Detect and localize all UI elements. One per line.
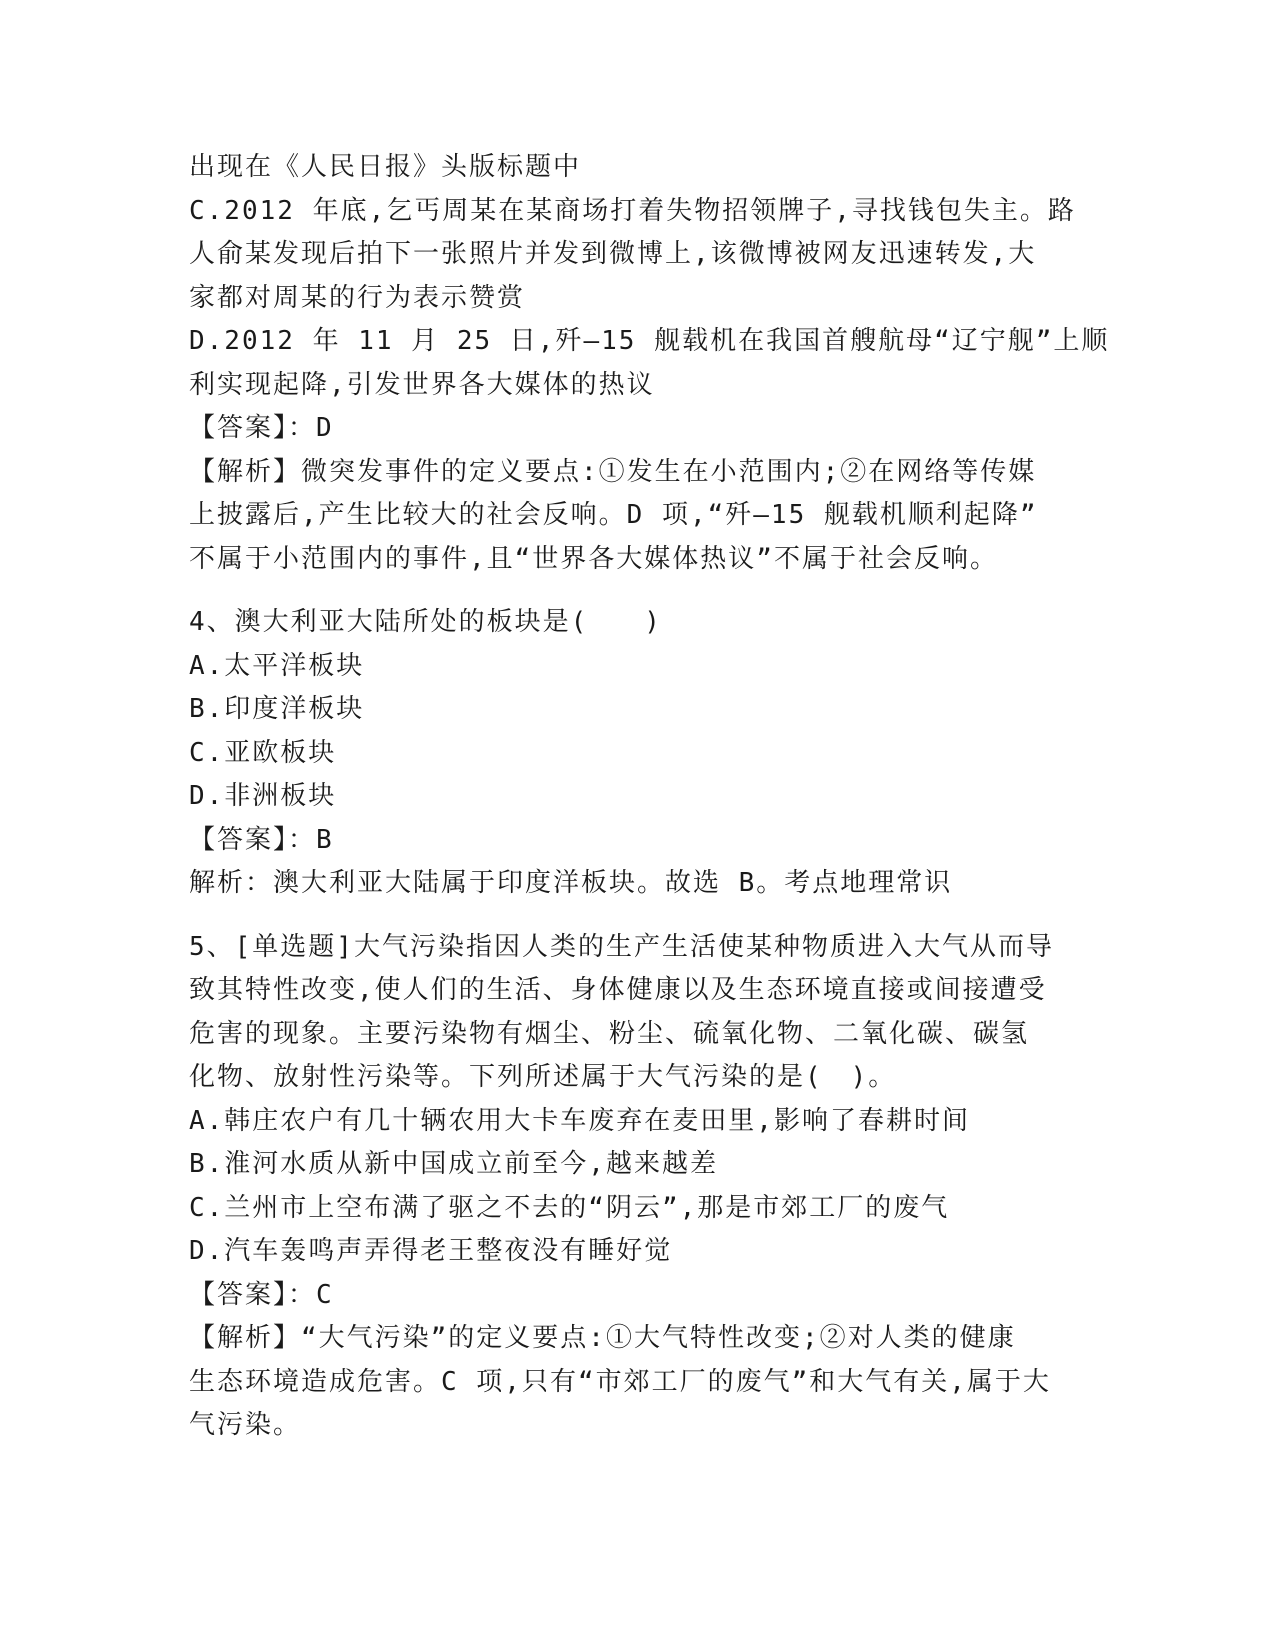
q5-stem-line-3: 危害的现象。主要污染物有烟尘、粉尘、硫氧化物、二氧化碳、碳氢 — [189, 1018, 1030, 1049]
section-spacer — [189, 906, 1089, 926]
q4-stem: 4、澳大利亚大陆所处的板块是( ) — [189, 607, 662, 637]
q3-option-c-line-3: 家都对周某的行为表示赞赏 — [189, 282, 526, 313]
q3-option-c-line-1: C.2012 年底,乞丐周某在某商场打着失物招领牌子,寻找钱包失主。路 — [189, 195, 1076, 226]
question-3-tail — [189, 146, 1110, 581]
q4-option-a: A.太平洋板块 — [189, 650, 365, 681]
q4-option-b: B.印度洋板块 — [189, 694, 365, 724]
document-body — [189, 146, 1110, 1448]
q3-line-1: 出现在《人民日报》头版标题中 — [189, 152, 582, 182]
question-5 — [189, 926, 1089, 1448]
q5-stem-line-2: 致其特性改变,使人们的生活、身体健康以及生态环境直接或间接遭受 — [189, 975, 1047, 1005]
q3-explanation-line-3: 不属于小范围内的事件,且“世界各大媒体热议”不属于社会反响。 — [189, 543, 998, 574]
q3-explanation-line-1: 【解析】微突发事件的定义要点:①发生在小范围内;②在网络等传媒 — [189, 456, 1037, 487]
q5-explanation-line-2: 生态环境造成危害。C 项,只有“市郊工厂的废气”和大气有关,属于大 — [189, 1366, 1051, 1397]
q4-option-c: C.亚欧板块 — [189, 737, 337, 768]
q5-answer: 【答案】：C — [189, 1279, 334, 1310]
q5-explanation-line-1: 【解析】“大气污染”的定义要点:①大气特性改变;②对人类的健康 — [189, 1323, 1016, 1353]
q3-option-c-line-2: 人俞某发现后拍下一张照片并发到微博上,该微博被网友迅速转发,大 — [189, 239, 1037, 269]
q3-option-d-line-1: D.2012 年 11 月 25 日,歼—15 舰载机在我国首艘航母“辽宁舰”上顺 — [189, 326, 1110, 356]
q3-answer: 【答案】：D — [189, 413, 334, 443]
q4-explanation: 解析：澳大利亚大陆属于印度洋板块。故选 B。考点地理常识 — [189, 868, 953, 898]
q4-answer: 【答案】：B — [189, 824, 334, 855]
q5-stem-line-1: 5、[单选题]大气污染指因人类的生产生活使某种物质进入大气从而导 — [189, 931, 1054, 962]
q3-option-d-line-2: 利实现起降,引发世界各大媒体的热议 — [189, 369, 655, 400]
q5-option-d: D.汽车轰鸣声弄得老王整夜没有睡好觉 — [189, 1236, 673, 1266]
q5-explanation-line-3: 气污染。 — [189, 1410, 302, 1440]
question-4 — [189, 601, 1089, 906]
q5-option-b: B.淮河水质从新中国成立前至今,越来越差 — [189, 1149, 718, 1179]
q3-explanation-line-2: 上披露后,产生比较大的社会反响。D 项,“歼—15 舰载机顺利起降” — [189, 500, 1038, 530]
q4-option-d: D.非洲板块 — [189, 781, 337, 811]
q5-option-c: C.兰州市上空布满了驱之不去的“阴云”,那是市郊工厂的废气 — [189, 1192, 950, 1223]
section-spacer — [189, 581, 1089, 601]
q5-option-a: A.韩庄农户有几十辆农用大卡车废弃在麦田里,影响了春耕时间 — [189, 1105, 970, 1136]
q5-stem-line-4: 化物、放射性污染等。下列所述属于大气污染的是( )。 — [189, 1062, 897, 1092]
